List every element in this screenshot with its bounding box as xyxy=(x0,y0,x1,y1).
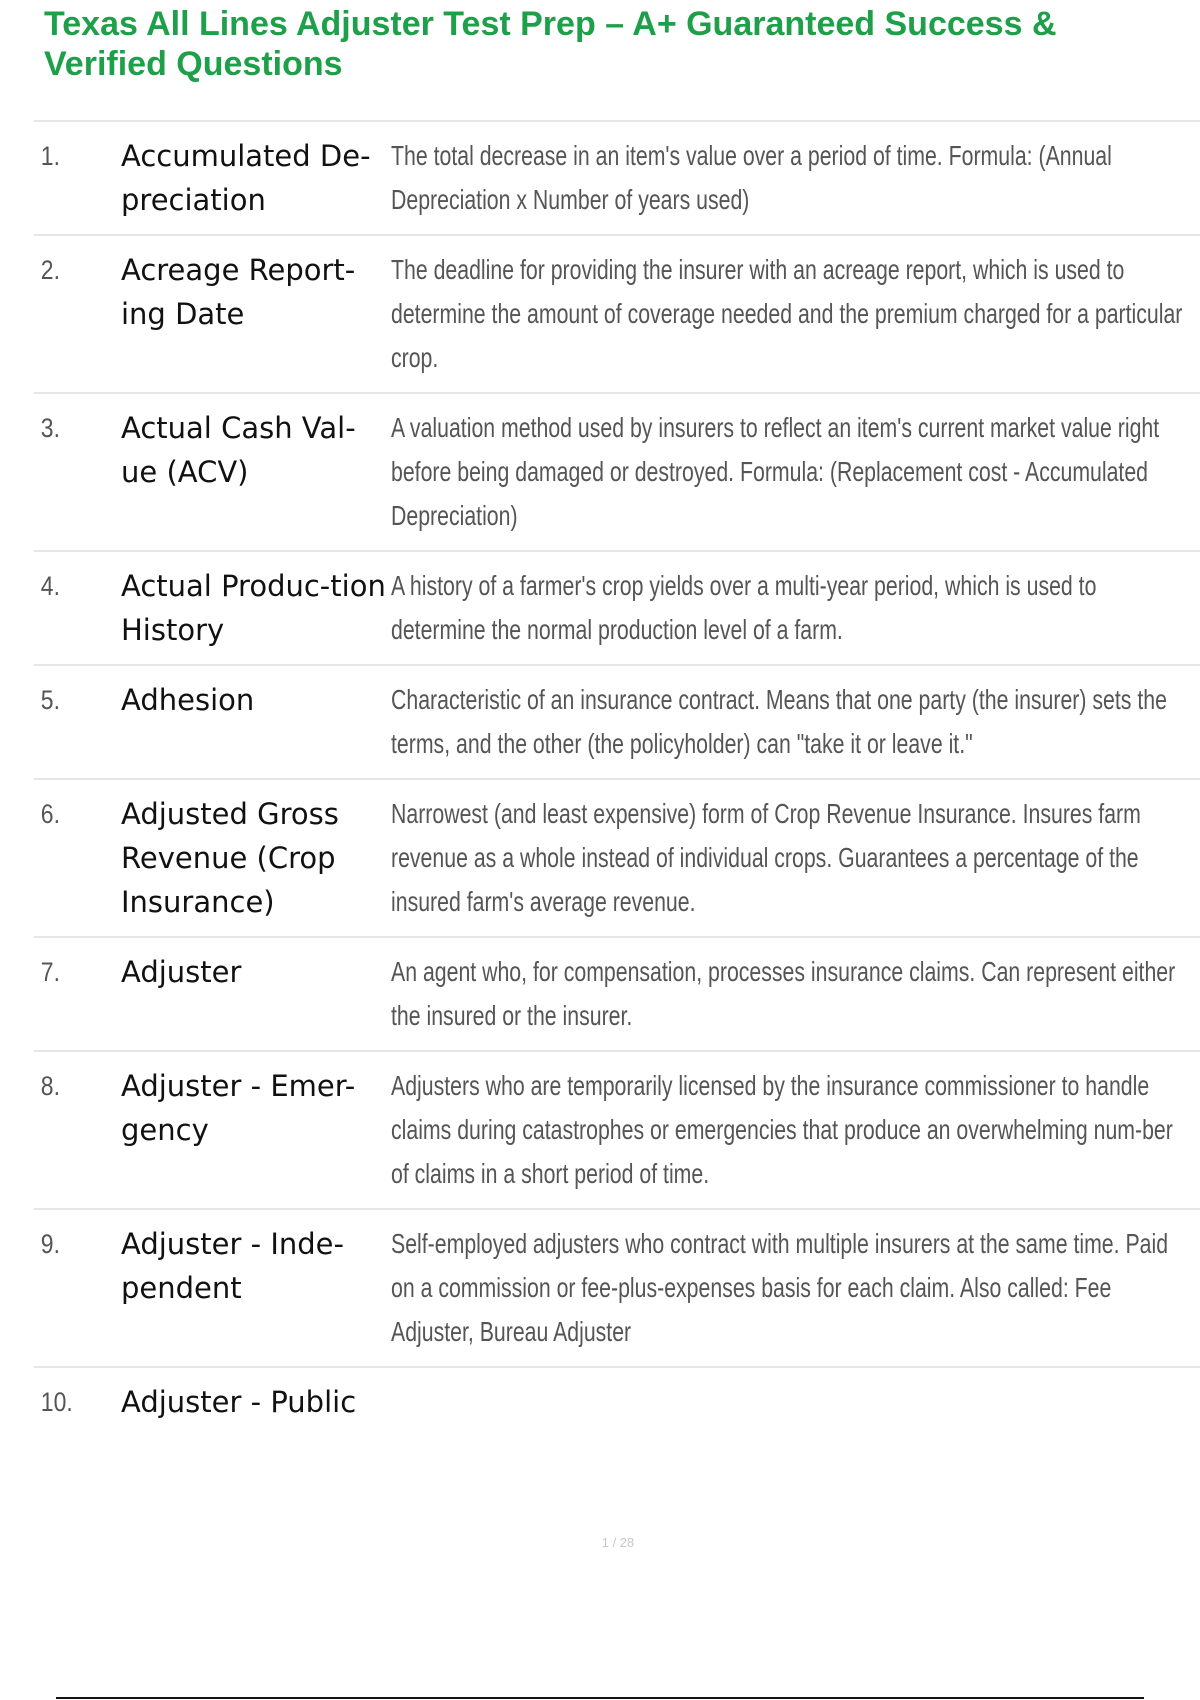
glossary-row xyxy=(34,1208,1200,1366)
term: Actual Produc-tion History xyxy=(121,569,386,647)
entry-number: 4. xyxy=(40,571,60,601)
entry-number: 9. xyxy=(40,1229,60,1259)
glossary-row xyxy=(34,120,1200,234)
definition: The total decrease in an item's value over a period of time. Formula: (Annual Depreciation x Number of years used) xyxy=(391,140,1112,215)
entry-number: 10. xyxy=(40,1387,73,1417)
glossary-row xyxy=(34,234,1200,392)
entry-number: 5. xyxy=(40,685,60,715)
document-title: Texas All Lines Adjuster Test Prep – A+ Guaranteed Success & Verified Questions xyxy=(44,5,1057,83)
glossary-row xyxy=(34,1050,1200,1208)
term: Adhesion xyxy=(121,683,255,717)
term: Actual Cash Val-ue (ACV) xyxy=(121,411,356,489)
glossary-table xyxy=(34,120,1200,1424)
term: Adjuster - Inde-pendent xyxy=(121,1227,344,1305)
definition: Self-employed adjusters who contract with multiple insurers at the same time. Paid on a commission or fee-plus-expenses basis for each claim. Also called: Fee Adjuster, Bureau Adjuster xyxy=(391,1228,1169,1347)
entry-number: 3. xyxy=(40,413,60,443)
footer-divider xyxy=(56,1697,1144,1699)
term: Adjuster xyxy=(121,955,242,989)
entry-number: 7. xyxy=(40,957,60,987)
definition: A valuation method used by insurers to reflect an item's current market value right before being damaged or destroyed. Formula: (Replacement cost - Accumulated Depreciation) xyxy=(391,412,1160,531)
glossary-row xyxy=(34,1366,1200,1424)
definition: Adjusters who are temporarily licensed by the insurance commissioner to handle claims during catastrophes or emergencies that produce an overwhelming num-ber of claims in a short period of time. xyxy=(391,1070,1173,1189)
glossary-row xyxy=(34,392,1200,550)
definition: Narrowest (and least expensive) form of Crop Revenue Insurance. Insures farm revenue as a whole instead of individual crops. Guarantees a percentage of the insured farm's average revenue. xyxy=(391,798,1141,917)
definition: The deadline for providing the insurer with an acreage report, which is used to determine the amount of coverage needed and the premium charged for a particular crop. xyxy=(391,254,1183,373)
glossary-row xyxy=(34,664,1200,778)
term: Accumulated De-preciation xyxy=(121,139,371,217)
entry-number: 6. xyxy=(40,799,60,829)
glossary-row xyxy=(34,778,1200,936)
term: Acreage Report-ing Date xyxy=(121,253,356,331)
entry-number: 1. xyxy=(40,141,60,171)
glossary-row xyxy=(34,550,1200,664)
entry-number: 2. xyxy=(40,255,60,285)
term: Adjusted Gross Revenue (Crop Insurance) xyxy=(121,797,339,919)
entry-number: 8. xyxy=(40,1071,60,1101)
page-number: 1 / 28 xyxy=(601,1535,635,1550)
term: Adjuster - Public xyxy=(121,1385,357,1419)
definition: Characteristic of an insurance contract. Means that one party (the insurer) sets the terms, and the other (the policyholder) can "take it or leave it." xyxy=(391,684,1167,759)
definition: An agent who, for compensation, processes insurance claims. Can represent either the insured or the insurer. xyxy=(391,956,1176,1031)
glossary-row xyxy=(34,936,1200,1050)
term: Adjuster - Emer-gency xyxy=(121,1069,356,1147)
definition: A history of a farmer's crop yields over a multi-year period, which is used to determine the normal production level of a farm. xyxy=(391,570,1097,645)
